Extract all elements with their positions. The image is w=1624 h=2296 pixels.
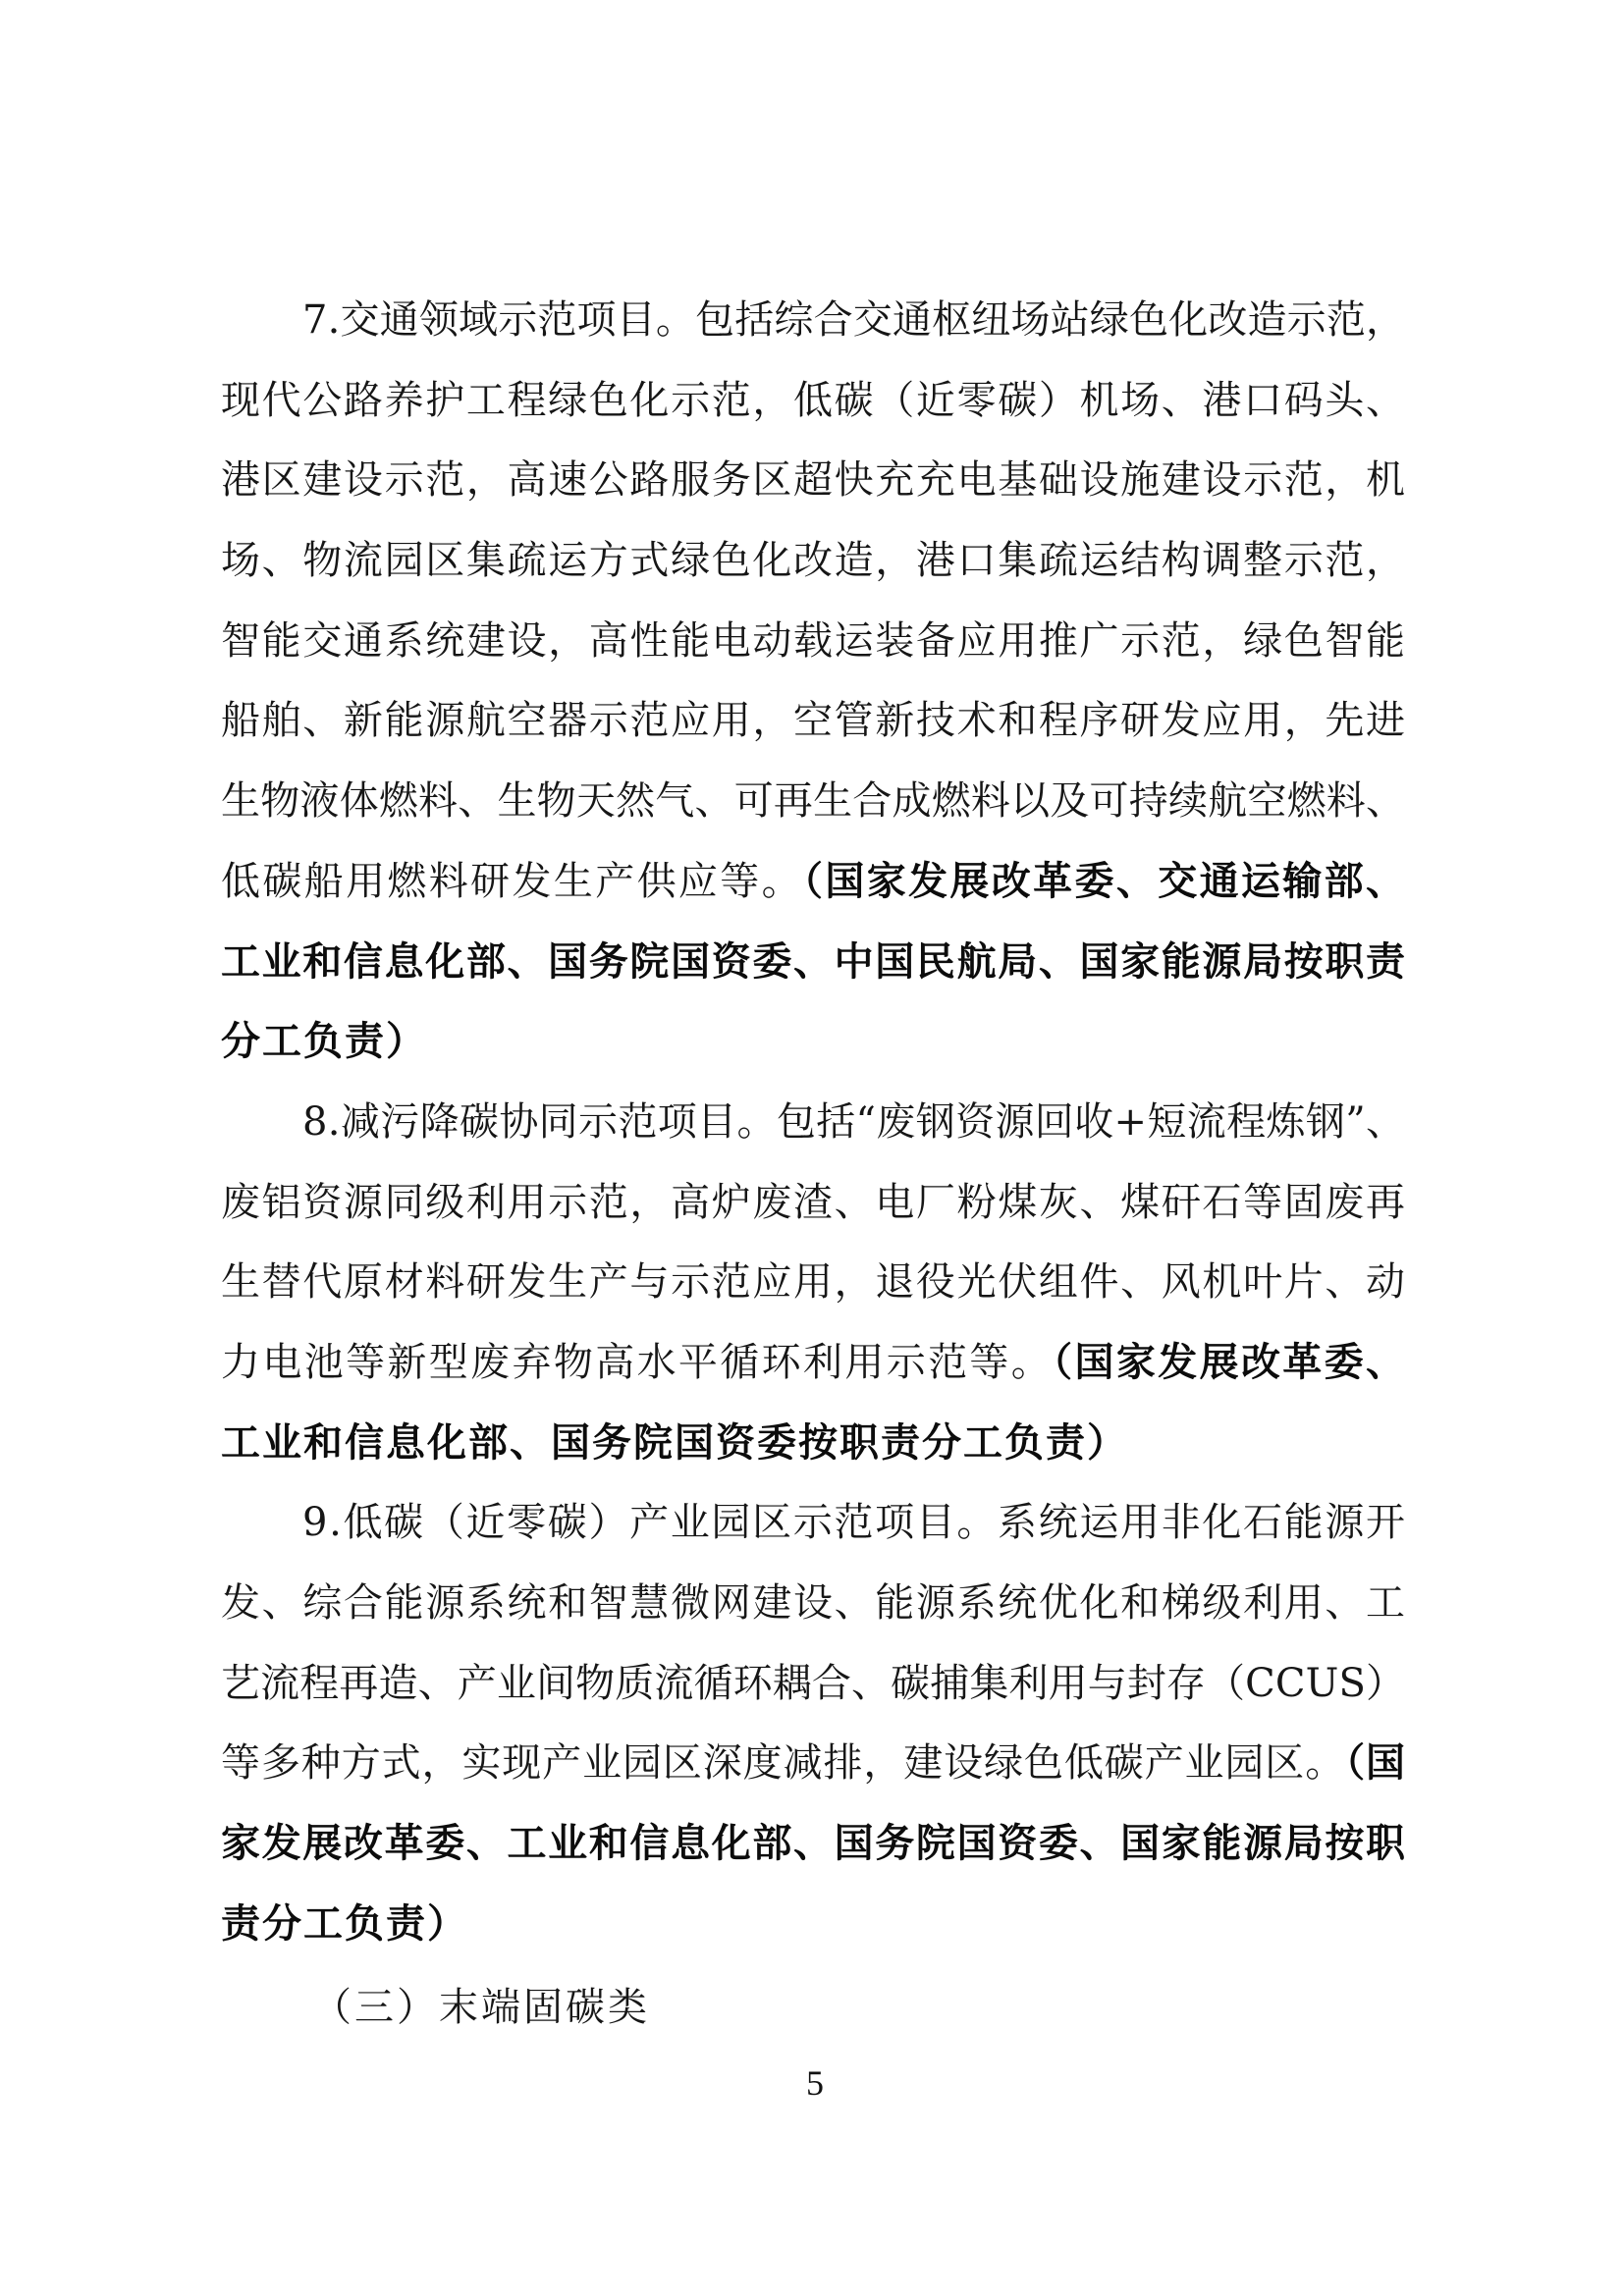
paragraph-7-line-2 — [221, 371, 1405, 430]
body-text: 等多种方式，实现产业园区深度减排，建设绿色低碳产业园区。 — [221, 1740, 1346, 1786]
body-text: 生物液体燃料、生物天然气、可再生合成燃料以及可持续航空燃料、 — [221, 778, 1406, 824]
body-text: 废铝资源同级利用示范，高炉废渣、电厂粉煤灰、煤矸石等固废再 — [221, 1180, 1407, 1225]
paragraph-9-line-4 — [221, 1734, 1405, 1792]
responsible-agencies-text: （国家发展改革委、交通运输部、 — [803, 858, 1408, 904]
paragraph-7-line-9 — [221, 933, 1405, 991]
responsible-agencies-text: 家发展改革委、工业和信息化部、国务院国资委、国家能源局按职 — [221, 1820, 1407, 1866]
body-text: 智能交通系统建设，高性能电动载运装备应用推广示范，绿色智能 — [221, 618, 1407, 664]
paragraph-8-line-4 — [221, 1333, 1408, 1392]
body-text: 7.交通领域示范项目。包括综合交通枢纽场站绿色化改造示范， — [302, 297, 1406, 343]
body-text: 8.减污降碳协同示范项目。包括“废钢资源回收+短流程炼钢”、 — [302, 1099, 1406, 1145]
paragraph-8-line-1 — [302, 1093, 1405, 1151]
paragraph-9-line-6 — [221, 1895, 468, 1953]
responsible-agencies-text: 分工负责） — [221, 1018, 427, 1064]
paragraph-7-line-5 — [221, 612, 1405, 670]
body-text: 力电池等新型废弃物高水平循环利用示范等。 — [221, 1340, 1054, 1385]
responsible-agencies-text: 责分工负责） — [221, 1900, 468, 1947]
body-text: 发、综合能源系统和智慧微网建设、能源系统优化和梯级利用、工 — [221, 1580, 1407, 1626]
body-text: 场、物流园区集疏运方式绿色化改造，港口集疏运结构调整示范， — [221, 538, 1407, 583]
responsible-agencies-text: （国家发展改革委、 — [1053, 1339, 1408, 1385]
responsible-agencies-text: 工业和信息化部、国务院国资委按职责分工负责） — [221, 1419, 1128, 1466]
paragraph-7-line-3 — [221, 451, 1405, 509]
body-text: 现代公路养护工程绿色化示范，低碳（近零碳）机场、港口码头、 — [221, 378, 1407, 423]
body-text: 港区建设示范，高速公路服务区超快充充电基础设施建设示范，机 — [221, 457, 1407, 503]
paragraph-9-line-2 — [221, 1574, 1405, 1632]
responsible-agencies-text: （国 — [1345, 1739, 1406, 1786]
paragraph-7-line-1 — [302, 291, 1405, 349]
paragraph-7-line-8 — [221, 852, 1408, 911]
paragraph-9-line-1 — [302, 1493, 1405, 1552]
body-text: 生替代原材料研发生产与示范应用，退役光伏组件、风机叶片、动 — [221, 1259, 1407, 1305]
responsible-agencies-text: 工业和信息化部、国务院国资委、中国民航局、国家能源局按职责 — [221, 938, 1407, 985]
section-heading: （三）末端固碳类 — [312, 1985, 650, 2030]
paragraph-9-line-3 — [221, 1654, 1405, 1713]
body-text: 9.低碳（近零碳）产业园区示范项目。系统运用非化石能源开 — [302, 1500, 1407, 1545]
page-number: 5 — [806, 2063, 824, 2103]
paragraph-8-line-2 — [221, 1173, 1405, 1232]
body-text: 低碳船用燃料研发生产供应等。 — [221, 859, 803, 904]
paragraph-8-line-5 — [221, 1414, 1128, 1472]
paragraph-7-line-7 — [221, 772, 1405, 830]
paragraph-7-line-4 — [221, 531, 1405, 590]
paragraph-7-line-10 — [221, 1012, 427, 1071]
paragraph-8-line-3 — [221, 1253, 1405, 1311]
body-text: 艺流程再造、产业间物质流循环耦合、碳捕集利用与封存（CCUS） — [221, 1661, 1406, 1706]
body-text: 船舶、新能源航空器示范应用，空管新技术和程序研发应用，先进 — [221, 698, 1407, 743]
paragraph-9-line-5 — [221, 1814, 1405, 1873]
paragraph-7-line-6 — [221, 691, 1405, 750]
